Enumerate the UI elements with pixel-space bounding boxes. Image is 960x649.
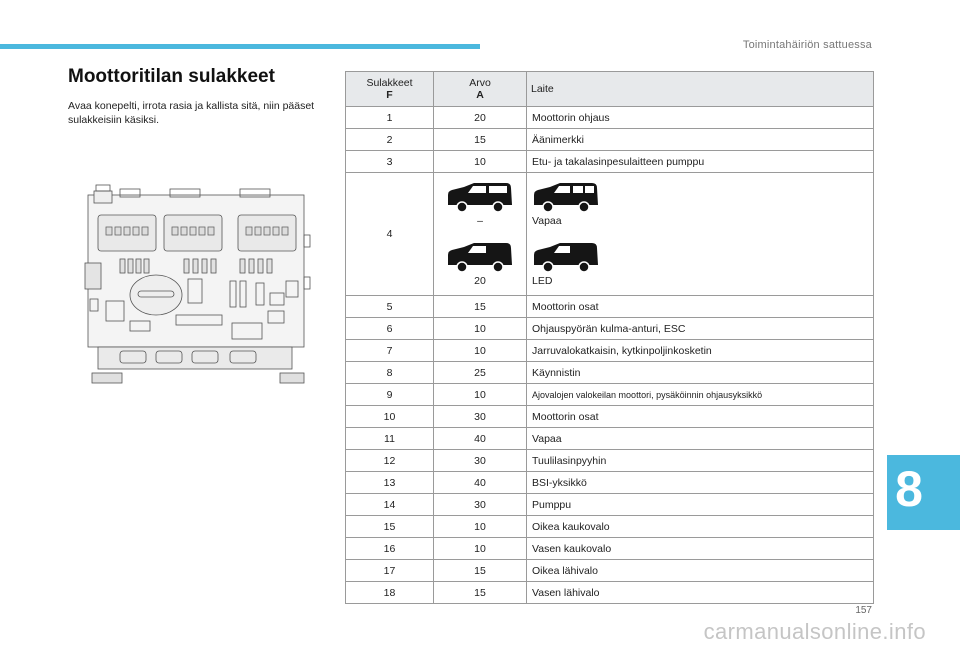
short-van-icon xyxy=(446,241,514,273)
header-fuse: Sulakkeet F xyxy=(346,72,434,107)
watermark: carmanualsonline.info xyxy=(703,619,926,644)
table-row: 15 10 Oikea kaukovalo xyxy=(346,516,874,538)
table-row: 6 10 Ohjauspyörän kulma-anturi, ESC xyxy=(346,318,874,340)
table-header-row xyxy=(346,72,874,107)
table-row: 18 15 Vasen lähivalo xyxy=(346,582,874,604)
table-row: 7 10 Jarruvalokatkaisin, kytkinpoljinkosketin xyxy=(346,340,874,362)
header-amps: Arvo A xyxy=(434,72,527,107)
table-row: 14 30 Pumppu xyxy=(346,494,874,516)
table-row: 11 40 Vapaa xyxy=(346,428,874,450)
table-row: 4 – 20 Vapaa LED xyxy=(346,173,874,296)
header-device: Laite xyxy=(527,72,874,107)
table-row: 5 15 Moottorin osat xyxy=(346,296,874,318)
table-row: 8 25 Käynnistin xyxy=(346,362,874,384)
fuse-box-diagram xyxy=(80,183,312,393)
chapter-number: 8 xyxy=(895,461,923,517)
table-row: 3 10 Etu- ja takalasinpesulaitteen pumppu xyxy=(346,151,874,173)
long-van-icon xyxy=(446,181,514,213)
table-row: 1 20 Moottorin ohjaus xyxy=(346,107,874,129)
table-row: 10 30 Moottorin osat xyxy=(346,406,874,428)
panel-van-icon xyxy=(532,241,600,273)
fuse-table xyxy=(345,71,874,604)
table-row: 16 10 Vasen kaukovalo xyxy=(346,538,874,560)
table-row: 12 30 Tuulilasinpyyhin xyxy=(346,450,874,472)
intro-text: Avaa konepelti, irrota rasia ja kallista sitä, niin pääset sulakkeisiin käsiksi. xyxy=(68,100,315,126)
passenger-van-icon xyxy=(532,181,600,213)
table-row: 13 40 BSI-yksikkö xyxy=(346,472,874,494)
section-title: Toimintahäiriön sattuessa xyxy=(742,39,872,51)
table-row: 2 15 Äänimerkki xyxy=(346,129,874,151)
table-row: 17 15 Oikea lähivalo xyxy=(346,560,874,582)
page-number: 157 xyxy=(855,605,872,616)
table-row: 9 10 Ajovalojen valokeilan moottori, pysäköinnin ohjausyksikkö xyxy=(346,384,874,406)
page-title: Moottoritilan sulakkeet xyxy=(68,66,275,87)
top-accent-bar xyxy=(0,44,480,49)
